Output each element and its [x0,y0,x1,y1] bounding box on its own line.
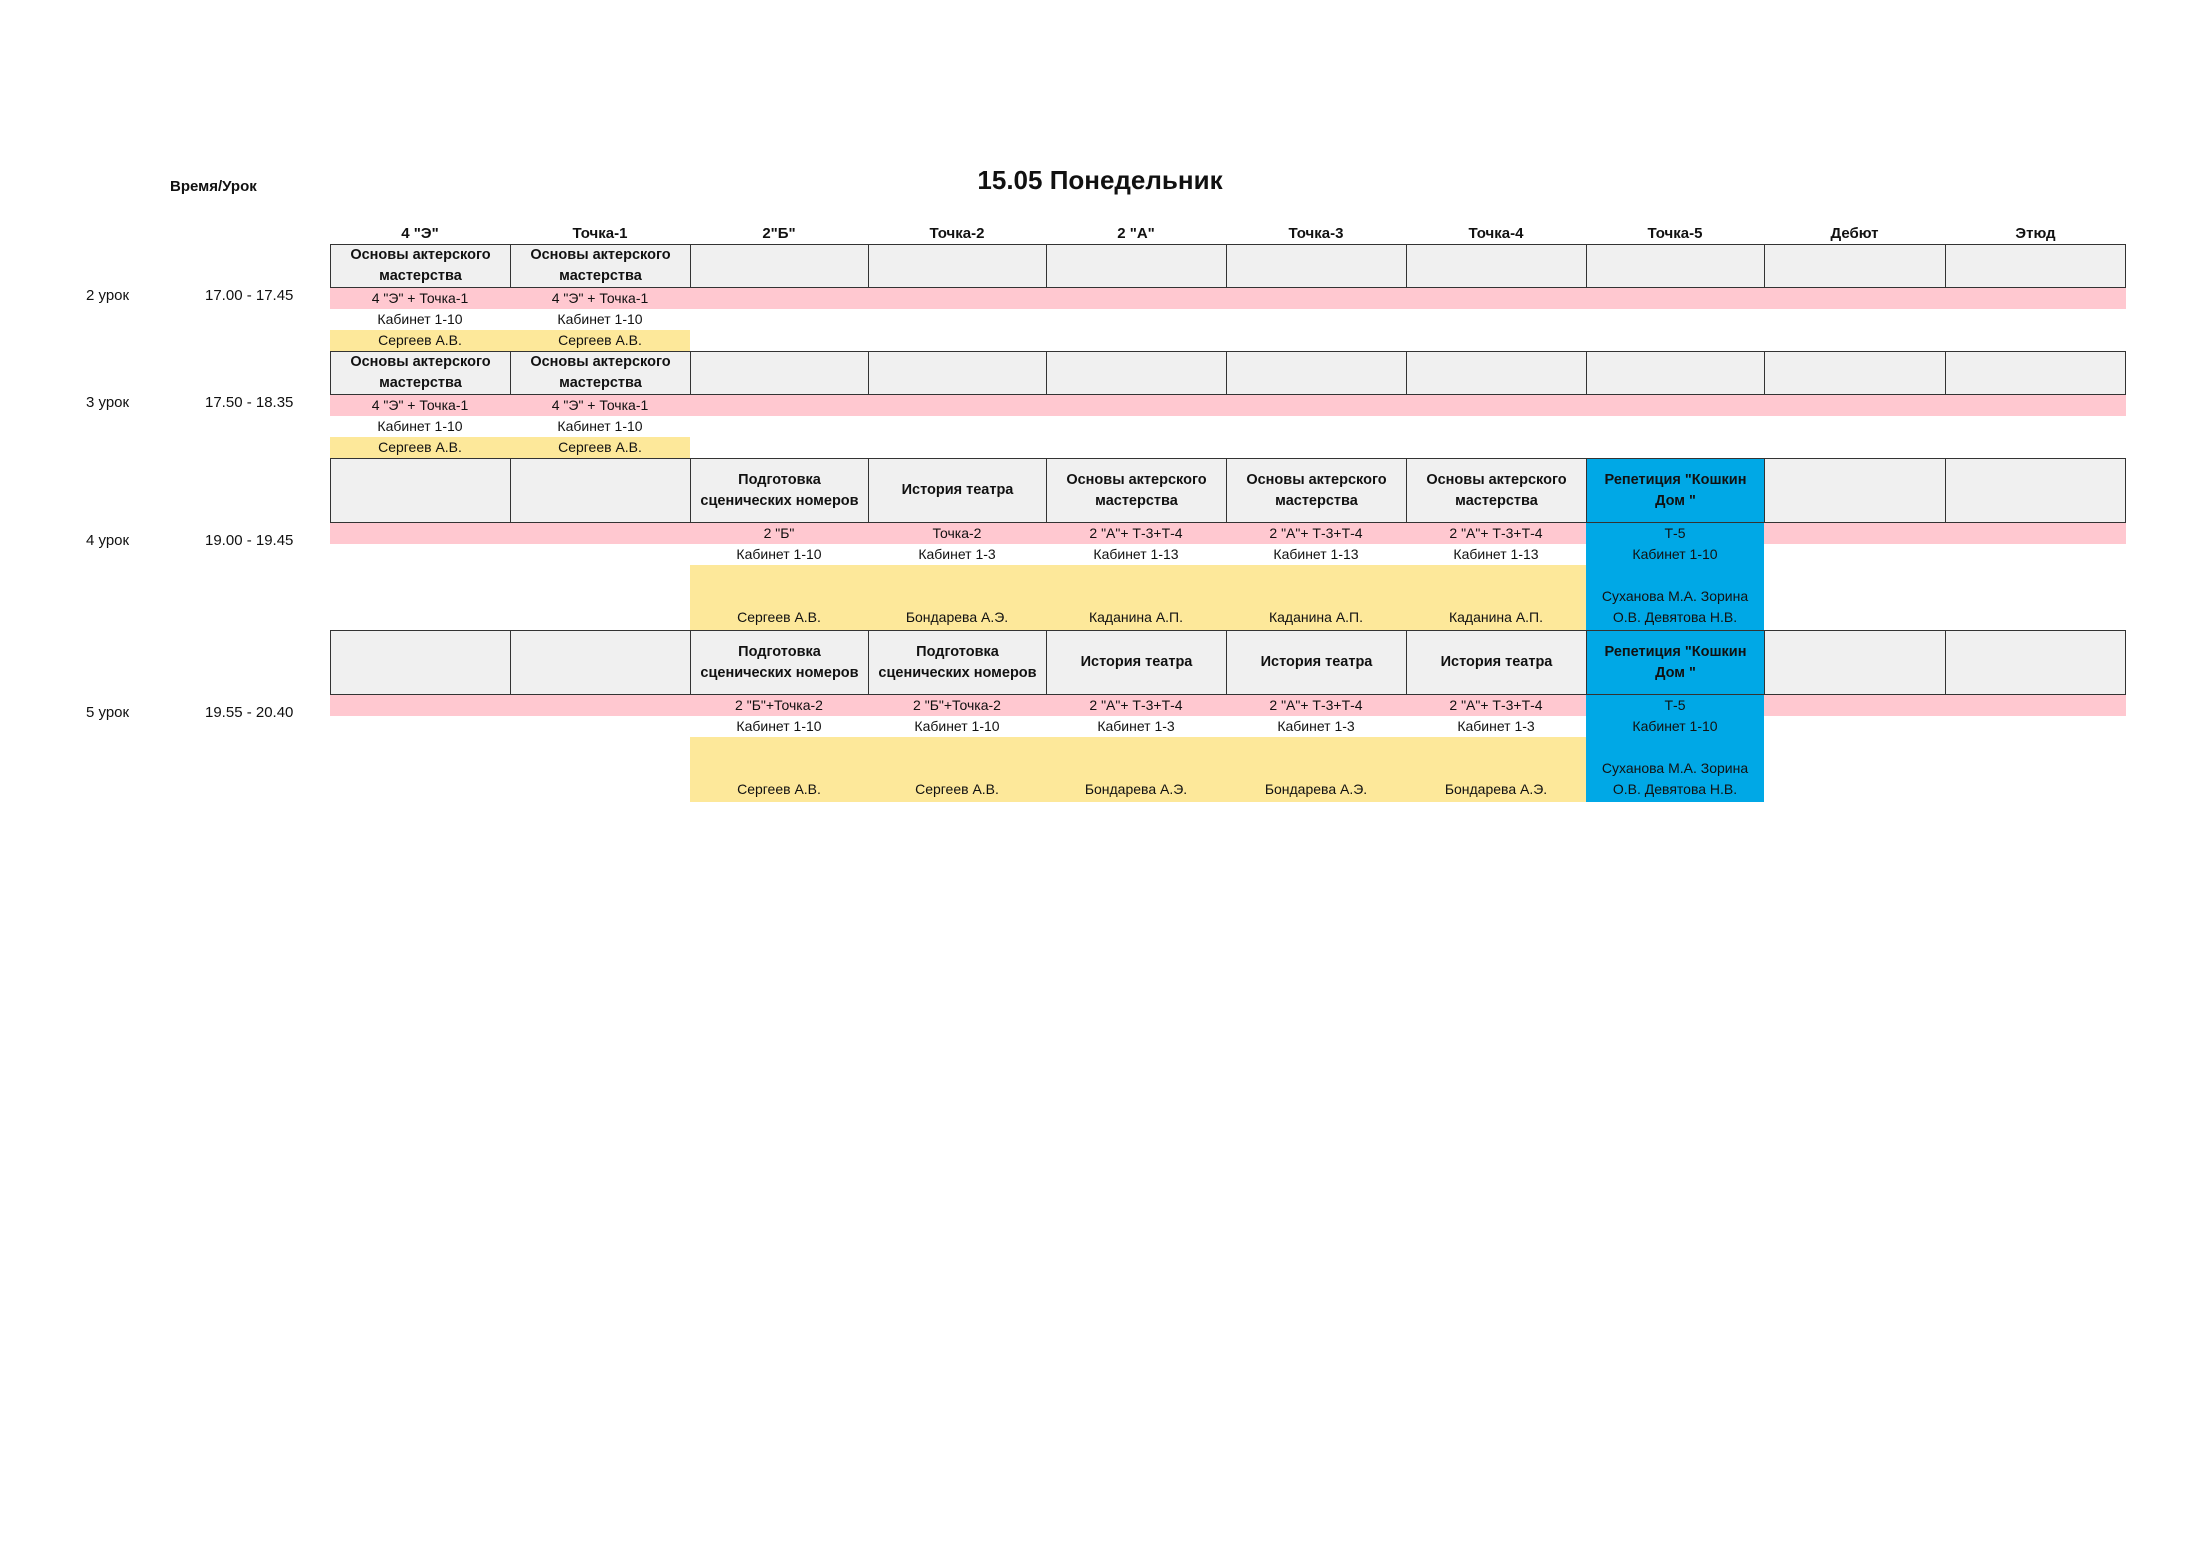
teacher-text-line-2: О.В. Девятова Н.В. [1612,609,1738,625]
teacher-text: Сергеев А.В. [558,439,642,455]
empty-subject-cell [1945,351,2126,395]
lesson-time: 17.00 - 17.45 [205,287,294,304]
room-text: Кабинет 1-13 [1273,546,1359,562]
group-text: 2 "Б"+Точка-2 [735,697,823,713]
group-text: 4 "Э" + Точка-1 [371,290,469,306]
group-text: 2 "А"+ Т-3+Т-4 [1269,525,1363,541]
empty-subject-cell [1586,351,1765,395]
group-text: Точка-2 [932,525,982,541]
empty-subject-cell [1046,244,1227,288]
room-text: Кабинет 1-10 [914,718,1000,734]
group-text: 2 "А"+ Т-3+Т-4 [1269,697,1363,713]
teacher-text: Каданина А.П. [1088,609,1184,625]
empty-subject-cell [1945,630,2126,695]
empty-subject-cell [1226,244,1407,288]
empty-subject-cell [1764,458,1946,523]
empty-subject-cell [1406,244,1587,288]
empty-subject-cell [1764,351,1946,395]
group-text: 4 "Э" + Точка-1 [551,290,649,306]
group-text: 2 "А"+ Т-3+Т-4 [1089,697,1183,713]
column-header-tochka-5: Точка-5 [1647,225,1703,242]
column-header-4e: 4 "Э" [401,225,439,242]
group-text: 4 "Э" + Точка-1 [551,397,649,413]
room-text: Кабинет 1-13 [1093,546,1179,562]
lesson-time: 19.00 - 19.45 [205,532,294,549]
empty-subject-cell [330,458,511,523]
column-header-tochka-2: Точка-2 [929,225,985,242]
empty-subject-cell [510,458,691,523]
subject-cell: Основы актерского мастерства [510,244,691,288]
teacher-text-line-1: Суханова М.А. Зорина [1601,760,1749,776]
lesson-label: 4 урок [86,532,130,549]
subject-cell: Подготовка сценических номеров [690,458,869,523]
teacher-text-line-1: Суханова М.А. Зорина [1601,588,1749,604]
teacher-text: Сергеев А.В. [915,781,999,797]
empty-subject-cell [690,351,869,395]
room-text: Кабинет 1-10 [557,418,643,434]
teacher-text: Бондарева А.Э. [1444,781,1548,797]
room-text: Кабинет 1-10 [377,418,463,434]
teacher-text: Бондарева А.Э. [1264,781,1368,797]
subject-cell: Основы актерского мастерства [1046,458,1227,523]
room-text: Кабинет 1-10 [557,311,643,327]
empty-subject-cell [1764,630,1946,695]
group-text: 2 "А"+ Т-3+Т-4 [1449,525,1543,541]
empty-subject-cell [1945,458,2126,523]
subject-cell: История театра [1406,630,1587,695]
empty-subject-cell [868,244,1047,288]
empty-subject-cell [690,244,869,288]
subject-cell: Основы актерского мастерства [330,351,511,395]
empty-subject-cell [868,351,1047,395]
room-text: Кабинет 1-3 [918,546,996,562]
empty-subject-cell [1226,351,1407,395]
column-header-2a: 2 "А" [1117,225,1155,242]
column-header-2b: 2"Б" [762,225,796,242]
room-text: Кабинет 1-10 [1632,718,1718,734]
subject-cell: История театра [1226,630,1407,695]
subject-cell: История театра [1046,630,1227,695]
column-header-tochka-4: Точка-4 [1468,225,1524,242]
teacher-text: Сергеев А.В. [378,332,462,348]
subject-cell: История театра [868,458,1047,523]
room-text: Кабинет 1-10 [377,311,463,327]
lesson-label: 2 урок [86,287,130,304]
time-lesson-header: Время/Урок [170,178,257,195]
group-text: 2 "А"+ Т-3+Т-4 [1089,525,1183,541]
subject-cell: Основы актерского мастерства [1406,458,1587,523]
rehearsal-subject-cell: Репетиция "Кошкин Дом " [1586,630,1765,695]
group-text: 2 "А"+ Т-3+Т-4 [1449,697,1543,713]
empty-subject-cell [1586,244,1765,288]
teacher-text: Бондарева А.Э. [1084,781,1188,797]
group-text: Т-5 [1664,525,1686,541]
subject-cell: Подготовка сценических номеров [868,630,1047,695]
lesson-label: 3 урок [86,394,130,411]
column-header-tochka-1: Точка-1 [572,225,628,242]
lesson-time: 17.50 - 18.35 [205,394,294,411]
room-text: Кабинет 1-10 [1632,546,1718,562]
room-text: Кабинет 1-3 [1457,718,1535,734]
teacher-text: Сергеев А.В. [558,332,642,348]
teacher-text: Каданина А.П. [1268,609,1364,625]
room-text: Кабинет 1-10 [736,546,822,562]
subject-cell: Подготовка сценических номеров [690,630,869,695]
rehearsal-subject-cell: Репетиция "Кошкин Дом " [1586,458,1765,523]
empty-subject-cell [1764,244,1946,288]
column-header-debut: Дебют [1830,225,1879,242]
empty-subject-cell [510,630,691,695]
lesson-time: 19.55 - 20.40 [205,704,294,721]
group-text: 2 "Б"+Точка-2 [913,697,1001,713]
subject-cell: Основы актерского мастерства [330,244,511,288]
room-text: Кабинет 1-3 [1277,718,1355,734]
group-text: Т-5 [1664,697,1686,713]
empty-subject-cell [1046,351,1227,395]
subject-cell: Основы актерского мастерства [1226,458,1407,523]
group-text: 4 "Э" + Точка-1 [371,397,469,413]
teacher-text: Бондарева А.Э. [905,609,1009,625]
page-title: 15.05 Понедельник [977,165,1223,195]
empty-subject-cell [1406,351,1587,395]
room-text: Кабинет 1-13 [1453,546,1539,562]
empty-subject-cell [1945,244,2126,288]
lesson-label: 5 урок [86,704,130,721]
teacher-text: Каданина А.П. [1448,609,1544,625]
empty-subject-cell [330,630,511,695]
room-text: Кабинет 1-10 [736,718,822,734]
teacher-text: Сергеев А.В. [737,781,821,797]
column-header-tochka-3: Точка-3 [1288,225,1344,242]
teacher-text: Сергеев А.В. [378,439,462,455]
group-text: 2 "Б" [763,525,795,541]
teacher-text: Сергеев А.В. [737,609,821,625]
subject-cell: Основы актерского мастерства [510,351,691,395]
room-text: Кабинет 1-3 [1097,718,1175,734]
column-header-etyud: Этюд [2015,225,2056,242]
teacher-text-line-2: О.В. Девятова Н.В. [1612,781,1738,797]
